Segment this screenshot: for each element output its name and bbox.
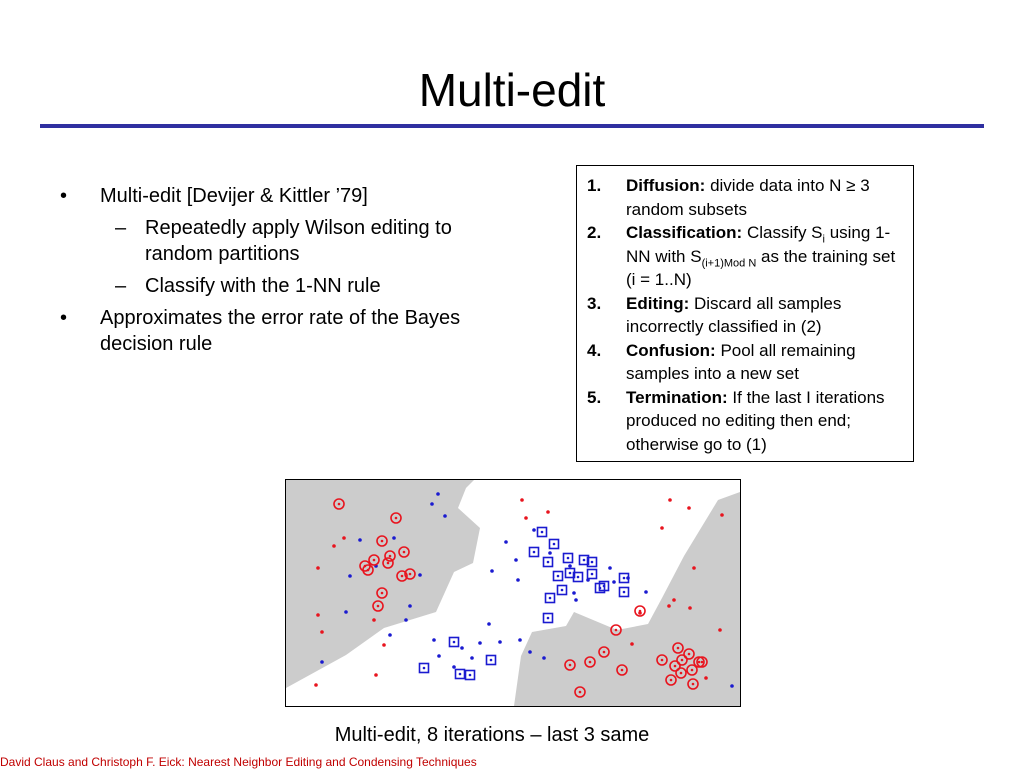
blue-sample-dot [568, 564, 572, 568]
blue-sample-dot [344, 610, 348, 614]
red-prototype-center [403, 551, 406, 554]
red-sample-dot [382, 643, 386, 647]
bullet-text: Approximates the error rate of the Bayes decision rule [100, 307, 461, 355]
blue-prototype-center [561, 589, 564, 592]
bullet-item [60, 305, 490, 357]
red-sample-dot [342, 536, 346, 540]
blue-prototype-center [583, 559, 586, 562]
step-text: If the last I iterations produced no editing then end; otherwise go to (1) [626, 387, 885, 454]
step-subscript: (i+1)Mod N [701, 256, 757, 269]
blue-sample-dot [542, 656, 546, 660]
blue-sample-dot [430, 502, 434, 506]
red-prototype-center [401, 575, 404, 578]
sub-bullet-item [60, 273, 490, 299]
sub-bullet-mark: – [115, 217, 127, 239]
step-number: 2. [587, 223, 602, 242]
red-prototype-center [688, 653, 691, 656]
step-termination [577, 386, 905, 457]
red-sample-dot [668, 498, 672, 502]
step-text: Pool all remaining samples into a new set [626, 340, 856, 383]
step-text: Discard all samples incorrectly classified in (2) [626, 293, 842, 336]
step-number: 3. [587, 293, 602, 313]
blue-sample-dot [452, 665, 456, 669]
step-label: Editing: [626, 293, 690, 313]
red-sample-dot [630, 642, 634, 646]
red-prototype-center [381, 540, 384, 543]
blue-sample-dot [470, 656, 474, 660]
red-sample-dot [718, 628, 722, 632]
red-sample-dot [546, 510, 550, 514]
blue-sample-dot [348, 574, 352, 578]
red-prototype-center [670, 679, 673, 682]
blue-prototype-center [557, 575, 560, 578]
step-confusion [577, 339, 905, 386]
red-prototype-center [373, 559, 376, 562]
red-sample-dot [332, 544, 336, 548]
step-classification [577, 221, 905, 292]
blue-prototype-center [459, 673, 462, 676]
blue-prototype-center [469, 674, 472, 677]
blue-sample-dot [392, 536, 396, 540]
sub-bullet-text: Repeatedly apply Wilson editing to random partitions [145, 217, 452, 265]
blue-sample-dot [432, 638, 436, 642]
blue-sample-dot [404, 618, 408, 622]
blue-sample-dot [460, 646, 464, 650]
figure-caption: Multi-edit, 8 iterations – last 3 same [334, 724, 650, 746]
blue-prototype-center [549, 597, 552, 600]
blue-sample-dot [320, 660, 324, 664]
red-prototype-center [698, 661, 701, 664]
red-prototype-center [692, 683, 695, 686]
blue-prototype-center [423, 667, 426, 670]
red-sample-dot [688, 606, 692, 610]
red-prototype-center [381, 592, 384, 595]
red-sample-dot [687, 506, 691, 510]
title-divider [40, 124, 984, 128]
blue-prototype-center [567, 557, 570, 560]
decision-region-plot [285, 479, 741, 707]
red-prototype-center [579, 691, 582, 694]
blue-sample-dot [504, 540, 508, 544]
blue-prototype-center [490, 659, 493, 662]
blue-sample-dot [514, 558, 518, 562]
blue-sample-dot [487, 622, 491, 626]
blue-prototype-center [577, 576, 580, 579]
red-sample-dot [692, 566, 696, 570]
blue-sample-dot [443, 514, 447, 518]
step-text-part: Classify S [746, 223, 823, 242]
blue-sample-dot [388, 633, 392, 637]
red-prototype-center [338, 503, 341, 506]
bullet-mark: • [60, 307, 68, 329]
blue-sample-dot [436, 492, 440, 496]
blue-prototype-center [623, 577, 626, 580]
decision-region-svg [286, 480, 740, 706]
red-sample-dot [374, 673, 378, 677]
red-prototype-center [603, 651, 606, 654]
blue-prototype-center [453, 641, 456, 644]
red-sample-dot [314, 683, 318, 687]
red-prototype-center [701, 661, 704, 664]
blue-prototype-center [623, 591, 626, 594]
red-sample-dot [667, 604, 671, 608]
red-prototype-center [674, 665, 677, 668]
red-prototype-center [661, 659, 664, 662]
red-prototype-center [367, 569, 370, 572]
red-prototype-center [389, 555, 392, 558]
blue-sample-dot [574, 598, 578, 602]
blue-prototype-center [603, 585, 606, 588]
blue-sample-dot [644, 590, 648, 594]
red-prototype-center [677, 647, 680, 650]
blue-sample-dot [730, 684, 734, 688]
step-label: Classification: [626, 223, 743, 242]
red-prototype-center [377, 605, 380, 608]
red-prototype-center [409, 573, 412, 576]
bullet-item [60, 183, 490, 209]
red-sample-dot [704, 676, 708, 680]
step-text-part: as the training set (i = 1..N) [626, 246, 896, 289]
red-prototype-center [621, 669, 624, 672]
blue-sample-dot [532, 528, 536, 532]
blue-sample-dot [518, 638, 522, 642]
step-text: divide data into N ≥ 3 random subsets [626, 176, 870, 219]
blue-sample-dot [498, 640, 502, 644]
blue-sample-dot [548, 551, 552, 555]
red-sample-dot [524, 516, 528, 520]
blue-sample-dot [478, 641, 482, 645]
blue-sample-dot [516, 578, 520, 582]
red-sample-dot [660, 526, 664, 530]
bullet-text: Multi-edit [Devijer & Kittler ’79] [100, 185, 368, 207]
blue-sample-dot [408, 604, 412, 608]
red-sample-dot [316, 566, 320, 570]
red-prototype-center [395, 517, 398, 520]
blue-prototype-center [591, 561, 594, 564]
sub-bullet-mark: – [115, 275, 127, 297]
red-prototype-center [569, 664, 572, 667]
blue-sample-dot [437, 654, 441, 658]
blue-sample-dot [418, 573, 422, 577]
red-prototype-center [681, 659, 684, 662]
footer-credit: David Claus and Christoph F. Eick: Nearest Neighbor Editing and Condensing Techniques [0, 755, 477, 769]
step-editing [577, 292, 905, 339]
step-label: Termination: [626, 387, 728, 407]
red-prototype-center [680, 672, 683, 675]
bullet-list [60, 183, 490, 363]
step-number: 4. [587, 340, 602, 360]
blue-prototype-center [541, 531, 544, 534]
slide-title: Multi-edit [418, 64, 606, 116]
step-number: 5. [587, 387, 602, 407]
red-prototype-center [387, 562, 390, 565]
red-sample-dot [520, 498, 524, 502]
blue-sample-dot [358, 538, 362, 542]
red-prototype-center [589, 661, 592, 664]
red-prototype-center [691, 669, 694, 672]
blue-sample-dot [528, 650, 532, 654]
blue-prototype-center [553, 543, 556, 546]
blue-prototype-center [547, 617, 550, 620]
bullet-mark: • [60, 185, 68, 207]
step-label: Diffusion: [626, 176, 706, 195]
blue-prototype-center [547, 561, 550, 564]
blue-sample-dot [612, 580, 616, 584]
blue-prototype-center [533, 551, 536, 554]
blue-prototype-center [569, 572, 572, 575]
blue-sample-dot [608, 566, 612, 570]
step-diffusion [577, 174, 905, 221]
blue-sample-dot [490, 569, 494, 573]
red-sample-dot [320, 630, 324, 634]
red-sample-dot [372, 618, 376, 622]
red-sample-dot [720, 513, 724, 517]
algorithm-steps-box [576, 165, 914, 462]
step-label: Confusion: [626, 340, 716, 360]
red-prototype-center [615, 629, 618, 632]
step-subscript: i [822, 233, 825, 246]
blue-prototype-center [591, 573, 594, 576]
red-prototype-center [639, 610, 642, 613]
red-sample-dot [672, 598, 676, 602]
step-text-part: using 1-NN with S [626, 223, 891, 266]
sub-bullet-item [60, 215, 490, 267]
red-sample-dot [316, 613, 320, 617]
blue-sample-dot [572, 591, 576, 595]
sub-bullet-text: Classify with the 1-NN rule [145, 275, 381, 297]
step-number: 1. [587, 176, 602, 195]
